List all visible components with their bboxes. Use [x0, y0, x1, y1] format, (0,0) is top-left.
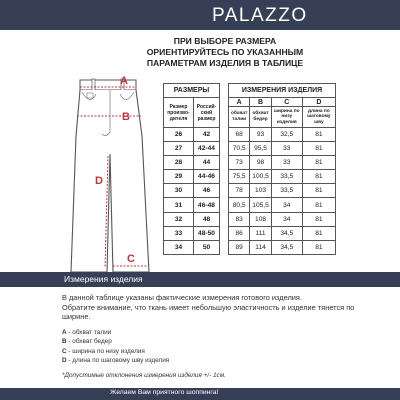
- table-row: [229, 142, 336, 156]
- hem-cell: 32,5: [271, 128, 302, 142]
- measurements-caption: ИЗМЕРЕНИЯ ИЗДЕЛИЯ: [229, 84, 336, 98]
- inseam-cell: 81: [302, 184, 335, 198]
- legend-text: - обхват бедер: [66, 338, 112, 346]
- hip-cell: 105,5: [250, 198, 272, 212]
- col-letter-c: C: [271, 98, 302, 107]
- maker-size: 34: [164, 240, 194, 254]
- hem-cell: 34: [271, 212, 302, 226]
- legend-text: - ширина по низу изделия: [66, 347, 145, 355]
- hip-cell: 93: [250, 128, 272, 142]
- inseam-header: длина по шаговому шву: [302, 107, 335, 128]
- brand-logo: PALAZZO: [212, 5, 308, 26]
- tolerance-note: *Допустимые отклонения измерения изделия +/- 1см.: [62, 372, 226, 379]
- inseam-cell: 81: [302, 226, 335, 240]
- legend-key: В: [62, 338, 67, 346]
- waist-cell: 68: [229, 128, 250, 142]
- footer-bar: [0, 388, 400, 400]
- table-row: [164, 170, 220, 184]
- belt-loop: [92, 79, 95, 91]
- table-row: [164, 212, 220, 226]
- inseam-cell: 81: [302, 198, 335, 212]
- measurements-section-bar: [0, 272, 400, 287]
- table-row: [229, 240, 336, 254]
- table-row: [229, 156, 336, 170]
- measurements-section-title: Измерения изделия: [64, 274, 143, 284]
- maker-size-header: Размер произво-дителя: [164, 98, 194, 128]
- sizes-table: [163, 83, 220, 255]
- header-bar: [0, 0, 400, 30]
- label-c: C: [127, 253, 135, 265]
- maker-size: 30: [164, 184, 194, 198]
- russian-size: 50: [193, 240, 219, 254]
- table-row: [229, 170, 336, 184]
- hem-cell: 34: [271, 198, 302, 212]
- hem-cell: 34,5: [271, 240, 302, 254]
- maker-size: 26: [164, 128, 194, 142]
- hip-header: обхват бедер: [250, 107, 272, 128]
- hip-cell: 108: [250, 212, 272, 226]
- waist-cell: 80,5: [229, 198, 250, 212]
- hip-cell: 98: [250, 156, 272, 170]
- russian-size: 44-46: [193, 170, 219, 184]
- hip-cell: 111: [250, 226, 272, 240]
- table-row: [229, 198, 336, 212]
- legend-text: - обхват талии: [66, 329, 112, 336]
- russian-size: 42-44: [193, 142, 219, 156]
- russian-size: 44: [193, 156, 219, 170]
- table-row: [229, 128, 336, 142]
- hem-cell: 33: [271, 156, 302, 170]
- hip-cell: 100,5: [250, 170, 272, 184]
- col-letter-a: A: [229, 98, 250, 107]
- hem-cell: 33: [271, 142, 302, 156]
- hip-cell: 103: [250, 184, 272, 198]
- waist-cell: 83: [229, 212, 250, 226]
- legend-key: С: [62, 347, 67, 355]
- russian-size-header: Россий-ский размер: [193, 98, 219, 128]
- maker-size: 28: [164, 156, 194, 170]
- description-line-1: В данной таблице указаны фактические измерения готового изделия.: [62, 293, 302, 302]
- description-line-2: Обратите внимание, что ткань имеет небольшую эластичность и изделие тянется по ширине.: [62, 302, 355, 321]
- inseam-cell: 81: [302, 156, 335, 170]
- russian-size: 46-48: [193, 198, 219, 212]
- legend-item: [62, 347, 169, 356]
- sizes-caption: РАЗМЕРЫ: [164, 84, 220, 98]
- label-d: D: [95, 175, 103, 187]
- footer-message: Желаем Вам приятного шоппинга!: [110, 389, 219, 396]
- hip-cell: 114: [250, 240, 272, 254]
- table-row: [229, 184, 336, 198]
- table-row: [164, 198, 220, 212]
- table-row: [164, 156, 220, 170]
- maker-size: 31: [164, 198, 194, 212]
- table-row: [229, 226, 336, 240]
- instruction-line-3: ПАРАМЕТРАМ ИЗДЕЛИЯ В ТАБЛИЦЕ: [146, 58, 304, 68]
- table-row: [229, 212, 336, 226]
- waist-cell: 78: [229, 184, 250, 198]
- inseam-cell: 81: [302, 212, 335, 226]
- inseam-cell: 81: [302, 240, 335, 254]
- table-row: [164, 240, 220, 254]
- label-b: B: [122, 111, 130, 123]
- inseam-cell: 81: [302, 142, 335, 156]
- col-letter-d: D: [302, 98, 335, 107]
- table-row: [164, 128, 220, 142]
- hip-cell: 95,5: [250, 142, 272, 156]
- russian-size: 42: [193, 128, 219, 142]
- waist-cell: 73: [229, 156, 250, 170]
- measurements-table: [228, 83, 336, 255]
- measurements-description: [62, 293, 362, 322]
- legend-item: [62, 337, 169, 346]
- legend-item: [62, 356, 169, 365]
- waist-cell: 86: [229, 226, 250, 240]
- hem-cell: 33,5: [271, 170, 302, 184]
- legend-item: [62, 328, 169, 337]
- instruction-line-1: ПРИ ВЫБОРЕ РАЗМЕРА: [173, 36, 277, 46]
- col-letter-b: B: [250, 98, 272, 107]
- pants-diagram: [62, 76, 158, 276]
- waist-header: обхват талии: [229, 107, 250, 128]
- maker-size: 33: [164, 226, 194, 240]
- russian-size: 48: [193, 212, 219, 226]
- label-a: A: [120, 76, 128, 87]
- size-instructions: [125, 36, 325, 69]
- russian-size: 46: [193, 184, 219, 198]
- measurement-legend: [62, 328, 169, 365]
- instruction-line-2: ОРИЕНТИРУЙТЕСЬ ПО УКАЗАННЫМ: [146, 47, 304, 57]
- russian-size: 48-50: [193, 226, 219, 240]
- waist-cell: 70,5: [229, 142, 250, 156]
- inseam-cell: 81: [302, 128, 335, 142]
- table-row: [164, 184, 220, 198]
- maker-size: 32: [164, 212, 194, 226]
- legend-key: D: [62, 356, 67, 364]
- table-row: [164, 142, 220, 156]
- inseam-cell: 81: [302, 170, 335, 184]
- hem-cell: 33,5: [271, 184, 302, 198]
- maker-size: 27: [164, 142, 194, 156]
- hem-width-header: ширина по низу изделия: [271, 107, 302, 128]
- legend-key: А: [62, 329, 67, 336]
- waist-cell: 75,5: [229, 170, 250, 184]
- waist-cell: 89: [229, 240, 250, 254]
- hem-cell: 34,5: [271, 226, 302, 240]
- legend-text: - длина по шаговому шву изделия: [66, 356, 170, 364]
- maker-size: 29: [164, 170, 194, 184]
- table-row: [164, 226, 220, 240]
